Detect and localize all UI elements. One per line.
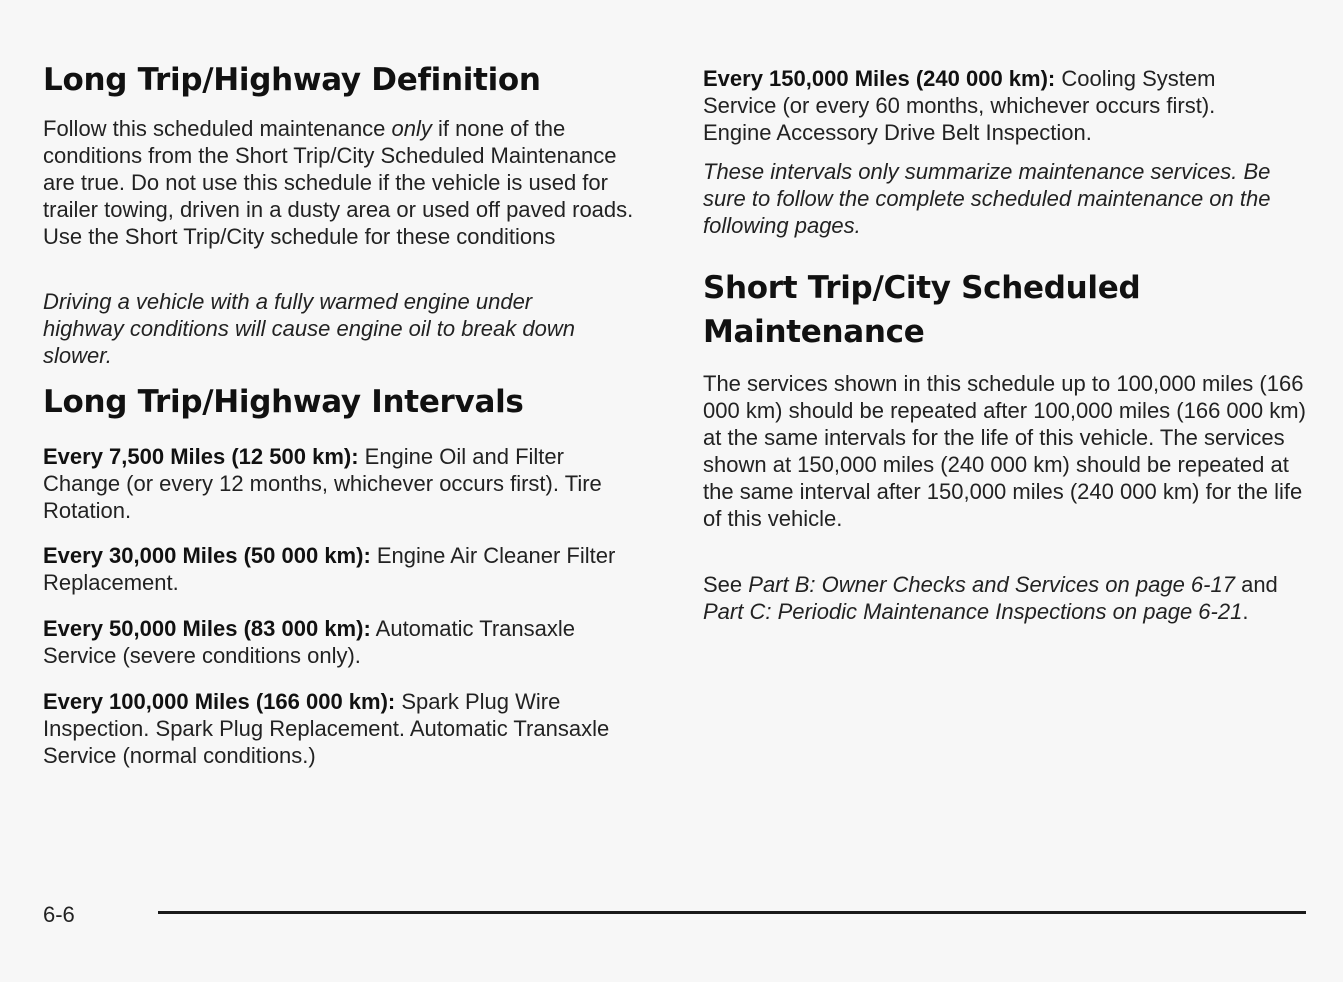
see-suffix: . <box>1242 599 1249 624</box>
interval-30000 <box>43 542 643 596</box>
interval-text: Automatic Transaxle Service (severe conditions only). <box>43 616 575 668</box>
interval-label: Every 7,500 Miles (12 500 km): <box>43 444 359 469</box>
interval-label: Every 50,000 Miles (83 000 km): <box>43 616 371 641</box>
interval-7500 <box>43 443 643 524</box>
page-number: 6-6 <box>43 902 75 927</box>
interval-text: Engine Air Cleaner Filter Replacement. <box>43 543 616 595</box>
definition-text-1: Follow this scheduled maintenance <box>43 116 392 141</box>
footer-divider <box>158 911 1306 914</box>
interval-label: Every 30,000 Miles (50 000 km): <box>43 543 371 568</box>
reference-part-b-link[interactable]: Part B: Owner Checks and Services on page 6-17 <box>748 572 1235 597</box>
see-prefix: See <box>703 572 749 597</box>
heading-long-trip-intervals: Long Trip/Highway Intervals <box>43 384 524 420</box>
summary-note: These intervals only summarize maintenance services. Be sure to follow the complete scheduled maintenance on the following pages. <box>703 159 1271 238</box>
definition-note: Driving a vehicle with a fully warmed engine under highway conditions will cause engine oil to break down slower. <box>43 289 575 368</box>
heading-short-trip-maintenance: Short Trip/City Scheduled Maintenance <box>703 270 1141 350</box>
definition-only-emphasis: only <box>391 116 432 141</box>
interval-label: Every 100,000 Miles (166 000 km): <box>43 689 396 714</box>
interval-text: Cooling System Service (or every 60 months, whichever occurs first). Engine Accessory Drive Belt Inspection. <box>703 66 1216 145</box>
reference-part-c-link[interactable]: Part C: Periodic Maintenance Inspections on page 6-21 <box>703 599 1243 624</box>
heading-long-trip-definition: Long Trip/Highway Definition <box>43 62 541 98</box>
see-also-paragraph <box>703 571 1303 625</box>
interval-150000 <box>703 65 1273 146</box>
definition-text-2: if none of the conditions from the Short Trip/City Scheduled Maintenance are true. Do not use this schedule if the vehicle is used for trailer towing, driven in a dusty area or used off paved roads. Use the Short Trip/City schedule for these conditions <box>43 116 634 249</box>
interval-50000 <box>43 615 648 669</box>
short-trip-paragraph: The services shown in this schedule up to 100,000 miles (166 000 km) should be repeated after 100,000 miles (166 000 km) at the same intervals for the life of this vehicle. The services shown at 150,000 miles (240 000 km) should be repeated at the same interval after 150,000 miles (240 000 km) for the life of this vehicle. <box>703 371 1306 531</box>
interval-100000 <box>43 688 633 769</box>
interval-text: Spark Plug Wire Inspection. Spark Plug Replacement. Automatic Transaxle Service (normal conditions.) <box>43 689 610 768</box>
definition-paragraph <box>43 115 643 250</box>
interval-text: Engine Oil and Filter Change (or every 12 months, whichever occurs first). Tire Rotation. <box>43 444 602 523</box>
see-and: and <box>1234 572 1278 597</box>
interval-label: Every 150,000 Miles (240 000 km): <box>703 66 1056 91</box>
